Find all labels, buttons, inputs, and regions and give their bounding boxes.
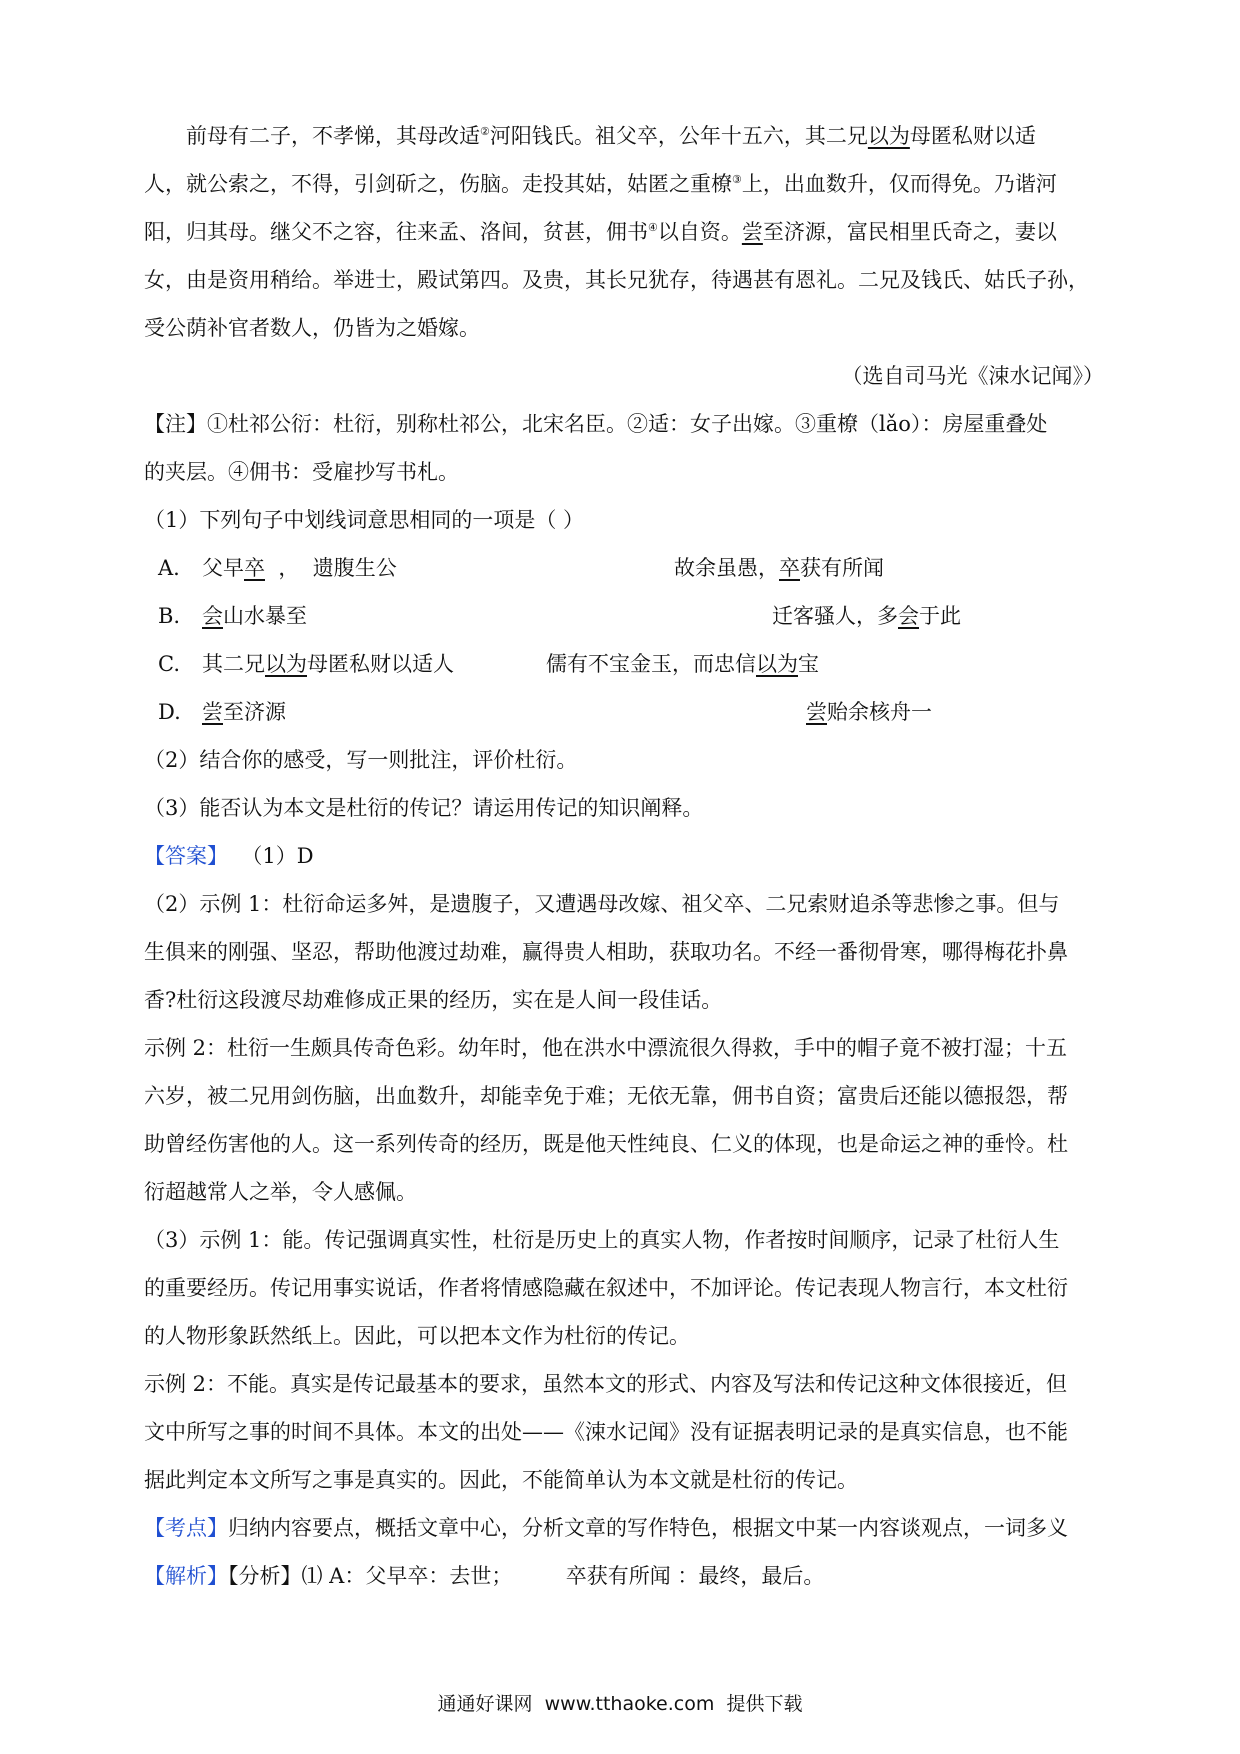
option-label: B. xyxy=(158,604,181,628)
answer-tag: 【答案】 xyxy=(144,844,228,868)
underlined-word: 会 xyxy=(898,604,919,628)
underlined-word: 会 xyxy=(202,604,223,628)
passage-line-1: 前母有二子，不孝悌，其母改适②河阳钱氏。祖父卒，公年十五六，其二兄以为母匿私财以适 xyxy=(186,124,1036,148)
passage-line-2: 人，就公索之，不得，引剑斫之，伤脑。走投其姑，姑匿之重橑③上，出血数升，仅而得免。乃谐河 xyxy=(144,172,1057,196)
option-label: C. xyxy=(158,652,180,676)
underlined-word: 尝 xyxy=(741,220,763,244)
answer-3-line-1: （3）示例 1：能。传记强调真实性，杜衍是历史上的真实人物，作者按时间顺序，记录了杜衍人生 xyxy=(144,1228,1060,1252)
answer-3-line-3: 的人物形象跃然纸上。因此，可以把本文作为杜衍的传记。 xyxy=(144,1324,690,1348)
passage-line-5: 受公荫补官者数人，仍皆为之婚嫁。 xyxy=(144,316,480,340)
note-marker: ② xyxy=(480,125,490,138)
underlined-word: 卒 xyxy=(779,556,800,580)
underlined-word: 以为 xyxy=(265,652,307,676)
notes-line-2: 的夹层。④佣书：受雇抄写书札。 xyxy=(144,460,459,484)
option-b: B. 会山水暴至 迁客骚人，多会于此 xyxy=(144,592,1104,640)
passage-source: （选自司马光《涑水记闻》） xyxy=(841,364,1104,388)
answer-2-line-2: 生俱来的刚强、坚忍，帮助他渡过劫难，赢得贵人相助，获取功名。不经一番彻骨寒，哪得梅花扑鼻 xyxy=(144,940,1068,964)
question-1-stem: （1）下列句子中划线词意思相同的一项是（ ） xyxy=(144,508,585,532)
kaodian-tag: 【考点】 xyxy=(144,1516,228,1540)
underlined-word: 尝 xyxy=(202,700,223,724)
question-2: （2）结合你的感受，写一则批注，评价杜衍。 xyxy=(144,748,578,772)
option-label: A. xyxy=(158,556,180,580)
note-marker: ③ xyxy=(732,173,742,186)
question-3: （3）能否认为本文是杜衍的传记？请运用传记的知识阐释。 xyxy=(144,796,704,820)
underlined-word: 卒 xyxy=(244,556,265,580)
answer-2-line-5: 六岁，被二兄用剑伤脑，出血数升，却能幸免于难；无依无靠，佣书自资；富贵后还能以德报怨，帮 xyxy=(144,1084,1068,1108)
answer-3-line-4: 示例 2：不能。真实是传记最基本的要求，虽然本文的形式、内容及写法和传记这种文体很接近，但 xyxy=(144,1372,1068,1396)
answer-2-line-4: 示例 2：杜衍一生颇具传奇色彩。幼年时，他在洪水中漂流很久得救，手中的帽子竟不被打湿；十五 xyxy=(144,1036,1068,1060)
answer-3-line-2: 的重要经历。传记用事实说话，作者将情感隐藏在叙述中，不加评论。传记表现人物言行，本文杜衍 xyxy=(144,1276,1068,1300)
option-label: D. xyxy=(158,700,181,724)
jiexi-line: 【解析】【分析】⑴ A：父早卒：去世； 卒获有所闻 ：最终，最后。 xyxy=(144,1564,825,1588)
passage-line-4: 女，由是资用稍给。举进士，殿试第四。及贵，其长兄犹存，待遇甚有恩礼。二兄及钱氏、姑氏子孙， xyxy=(144,268,1089,292)
kaodian-line: 【考点】归纳内容要点，概括文章中心，分析文章的写作特色，根据文中某一内容谈观点，一词多义 xyxy=(144,1516,1068,1540)
answer-2-line-1: （2）示例 1：杜衍命运多舛，是遗腹子，又遭遇母改嫁、祖父卒、二兄索财追杀等悲惨之事。但与 xyxy=(144,892,1060,916)
jiexi-tag: 【解析】 xyxy=(144,1564,228,1588)
underlined-word: 以为 xyxy=(867,124,910,148)
option-c: C. 其二兄以为母匿私财以适人 儒有不宝金玉，而忠信以为宝 xyxy=(144,640,1104,688)
underlined-word: 以为 xyxy=(756,652,798,676)
answer-3-line-5: 文中所写之事的时间不具体。本文的出处——《涑水记闻》没有证据表明记录的是真实信息，也不能 xyxy=(144,1420,1068,1444)
answer-3-line-6: 据此判定本文所写之事是真实的。因此，不能简单认为本文就是杜衍的传记。 xyxy=(144,1468,858,1492)
option-a: A. 父早卒 ， 遗腹生公 故余虽愚，卒获有所闻 xyxy=(144,544,1104,592)
underlined-word: 尝 xyxy=(806,700,827,724)
note-marker: ④ xyxy=(648,221,658,234)
passage-line-3: 阳，归其母。继父不之容，往来孟、洛间，贫甚，佣书④以自资。尝至济源，富民相里氏奇之，妻以 xyxy=(144,220,1057,244)
notes-line-1: 【注】①杜祁公衍：杜衍，别称杜祁公，北宋名臣。②适：女子出嫁。③重橑（lǎo）：房屋重叠处 xyxy=(144,412,1048,436)
page-footer: 通通好课网 www.tthaoke.com 提供下载 xyxy=(437,1693,803,1715)
answer-2-line-7: 衍超越常人之举，令人感佩。 xyxy=(144,1180,417,1204)
answer-2-line-6: 助曾经伤害他的人。这一系列传奇的经历，既是他天性纯良、仁义的体现，也是命运之神的垂怜。杜 xyxy=(144,1132,1068,1156)
answer-2-line-3: 香?杜衍这段渡尽劫难修成正果的经历，实在是人间一段佳话。 xyxy=(144,988,723,1012)
option-d: D. 尝至济源 尝贻余核舟一 xyxy=(144,688,1104,736)
answer-heading: 【答案】 （1）D xyxy=(144,844,314,868)
document-body xyxy=(144,112,1104,1600)
